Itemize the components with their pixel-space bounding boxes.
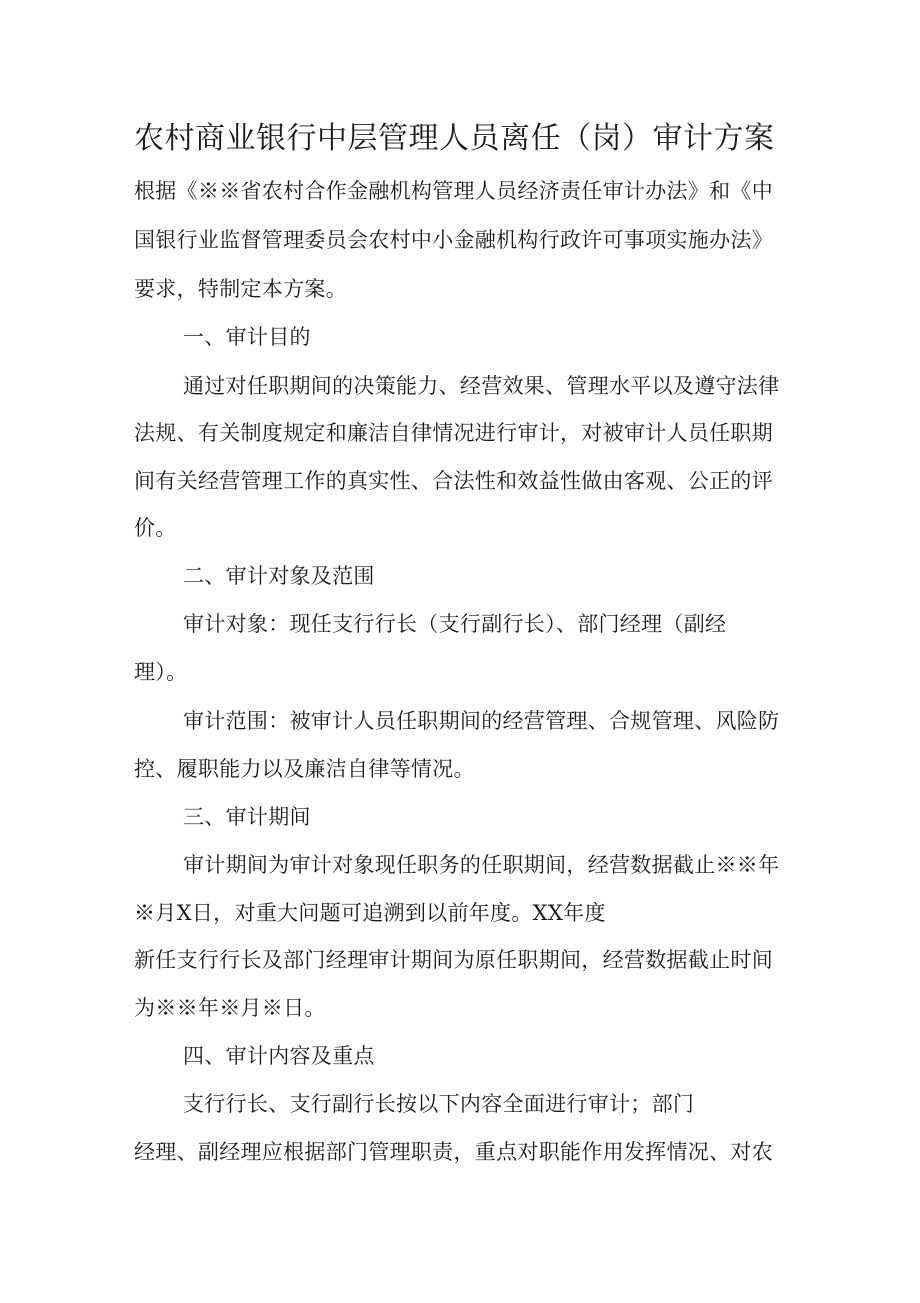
section-1-line-1: 通过对任职期间的决策能力、经营效果、管理水平以及遵守法律 [183, 374, 780, 398]
audit-scope-line-1: 审计范围：被审计人员任职期间的经营管理、合规管理、风险防 [183, 709, 780, 733]
section-1-line-2: 法规、有关制度规定和廉洁自律情况进行审计，对被审计人员任职期 [134, 421, 773, 445]
section-3-line-3: 新任支行行长及部门经理审计期间为原任职期间，经营数据截止时间 [134, 948, 773, 972]
section-3-line-1: 审计期间为审计对象现任职务的任职期间，经营数据截止※※年 [183, 853, 780, 877]
section-3-line-4: 为※※年※月※日。 [134, 996, 326, 1020]
intro-line-3: 要求，特制定本方案。 [134, 277, 347, 301]
intro-line-2: 国银行业监督管理委员会农村中小金融机构行政许可事项实施办法》 [134, 228, 773, 252]
audit-scope-line-2: 控、履职能力以及廉洁自律等情况。 [134, 757, 475, 781]
section-1-line-3: 间有关经营管理工作的真实性、合法性和效益性做由客观、公正的评 [134, 469, 773, 493]
section-4-line-1: 支行行长、支行副行长按以下内容全面进行审计；部门 [183, 1092, 695, 1116]
document-title: 农村商业银行中层管理人员离任（岗）审计方案 [134, 121, 775, 156]
section-4-heading: 四、审计内容及重点 [183, 1044, 375, 1068]
section-4-line-2: 经理、副经理应根据部门管理职责，重点对职能作用发挥情况、对农 [134, 1140, 773, 1164]
section-3-heading: 三、审计期间 [183, 805, 311, 829]
section-1-heading: 一、审计目的 [183, 325, 311, 349]
audit-object-line-2: 理）。 [134, 660, 188, 684]
audit-object-line-1: 审计对象：现任支行行长（支行副行长）、部门经理（副经 [183, 612, 727, 636]
section-1-line-4: 价。 [134, 516, 177, 540]
section-3-line-2: ※月X日，对重大问题可追溯到以前年度。XX年度 [134, 901, 606, 925]
intro-line-1: 根据《※※省农村合作金融机构管理人员经济责任审计办法》和《中 [134, 179, 773, 203]
section-2-heading: 二、审计对象及范围 [183, 564, 375, 588]
